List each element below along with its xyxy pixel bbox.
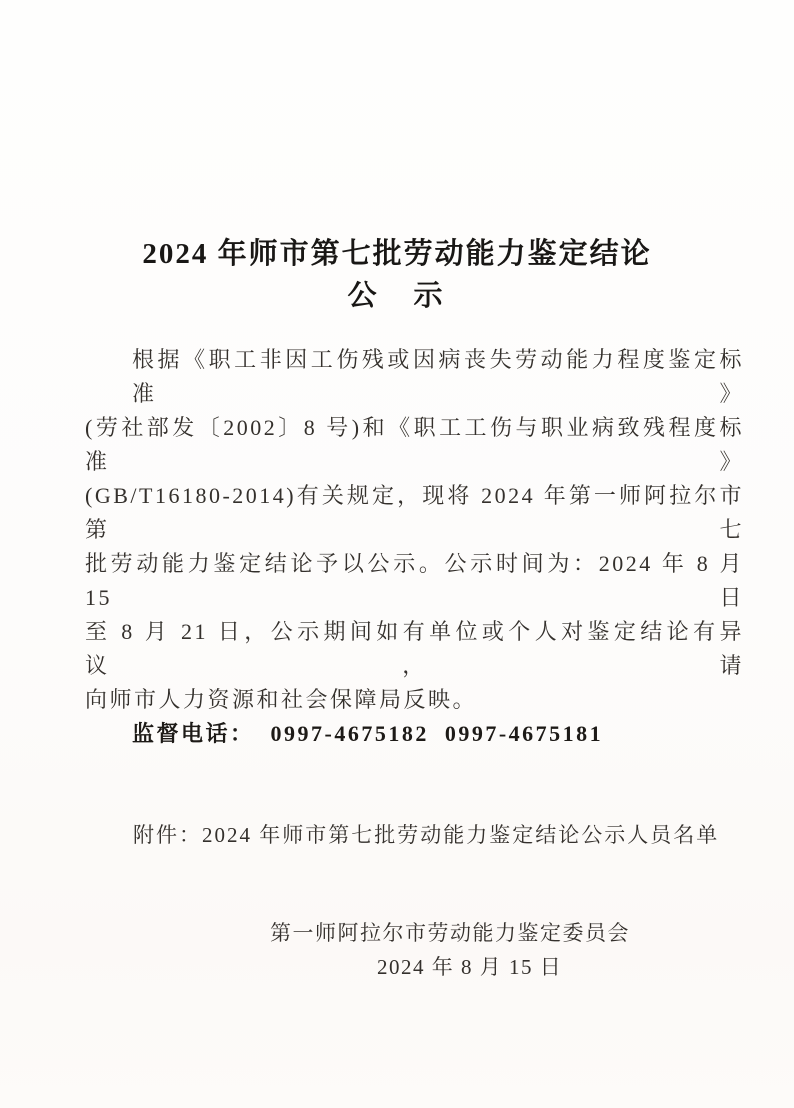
body-line-3: (GB/T16180-2014)有关规定，现将 2024 年第一师阿拉尔市第七 [85,483,744,542]
supervision-phone-line: 监督电话： 0997-4675182 0997-4675181 [132,721,604,746]
document-title [0,0,794,317]
attachment-line: 附件：2024 年师市第七批劳动能力鉴定结论公示人员名单 [133,823,720,847]
title-line-1: 2024 年师市第七批劳动能力鉴定结论 [142,238,652,270]
document-body [85,343,744,984]
body-line-2: (劳社部发〔2002〕8 号)和《职工工伤与职业病致残程度标准》 [85,415,744,474]
body-line-1: 根据《职工非因工伤残或因病丧失劳动能力程度鉴定标准》 [132,347,744,406]
body-line-6: 向师市人力资源和社会保障局反映。 [85,687,478,712]
issuer-signature-line: 第一师阿拉尔市劳动能力鉴定委员会 [270,921,630,945]
issue-date-line: 2024 年 8 月 15 日 [377,955,563,979]
title-line-2: 公 示 [347,280,447,312]
body-line-4: 批劳动能力鉴定结论予以公示。公示时间为：2024 年 8 月 15 日 [85,551,744,610]
body-line-5: 至 8 月 21 日，公示期间如有单位或个人对鉴定结论有异议，请 [85,619,744,678]
